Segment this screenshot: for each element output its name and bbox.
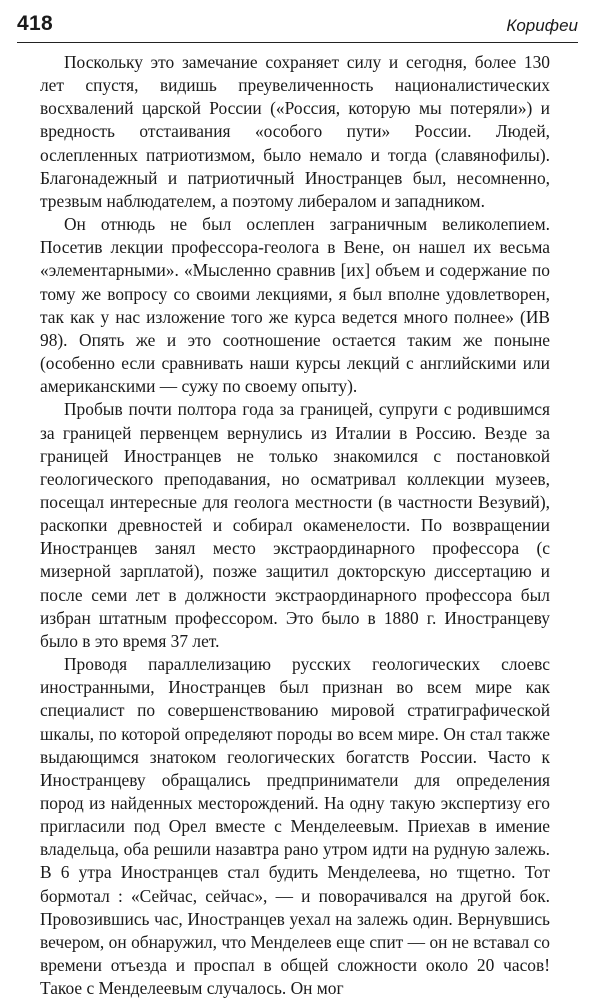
paragraph: Он отнюдь не был ослеплен заграничным великолепием. Посетив лекции профессора-геолога в Вене, он нашел их весьма «элементарными». «Мысленно сравнив [их] объем и содержание по тому же вопросу со своими лекциями, я был вполне удовлетворен, так как у нас изложение того же курса ведется много полнее» (ИВ 98). Опять же и это соотношение остается таким же поныне (особенно если сравнивать наши курсы лекций с английскими или американскими — сужу по своему опыту).	[40, 214, 550, 397]
page-header	[17, 10, 578, 43]
paragraph: Пробыв почти полтора года за границей, супруги с родившимся за границей первенцем вернулись из Италии в Россию. Везде за границей Иностранцев не только знакомился с постановкой геологического преподавания, но осматривал коллекции музеев, посещал интересные для геолога местности (в частности Везувий), раскопки древностей и собирал окаменелости. По возвращении Иностранцев занял место экстраординарного профессора (с мизерной зарплатой), позже защитил докторскую диссертацию и после семи лет в должности экстраординарного профессора был избран штатным профессором. Это было в 1880 г. Иностранцеву было в это время 37 лет.	[40, 399, 550, 651]
running-head: Корифеи	[506, 16, 578, 35]
body-text	[40, 51, 550, 1000]
page-number: 418	[17, 12, 53, 35]
paragraph: Поскольку это замечание сохраняет силу и сегодня, более 130 лет спустя, видишь преувеличенность националистических восхвалений царской России («Россия, которую мы потеряли») и вредность отстаивания «особого пути» России. Людей, ослепленных патриотизмом, было немало и тогда (славянофилы). Благонадежный и патриотичный Иностранцев был, несомненно, трезвым наблюдателем, а поэтому либералом и западником.	[40, 52, 550, 211]
paragraph: Проводя параллелизацию русских геологических слоевс иностранными, Иностранцев был признан во всем мире как специалист по совершенствованию мировой стратиграфической шкалы, по которой определяют породы во всем мире. Он стал также выдающимся знатоком геологических богатств России. Часто к Иностранцеву обращались предприниматели для определения пород из найденных месторождений. На одну такую экспертизу его пригласили под Орел вместе с Менделеевым. Приехав в имение владельца, оба решили назавтра рано утром идти на рудную залежь. В 6 утра Иностранцев стал будить Менделеева, но тщетно. Тот бормотал : «Сейчас, сейчас», — и поворачивался на другой бок. Провозившись час, Иностранцев уехал на залежь один. Вернувшись вечером, он обнаружил, что Менделеев еще спит — он не вставал со времени отъезда и проспал в общей сложности около 20 часов! Такое с Менделеевым случалось. Он мог	[40, 654, 550, 999]
